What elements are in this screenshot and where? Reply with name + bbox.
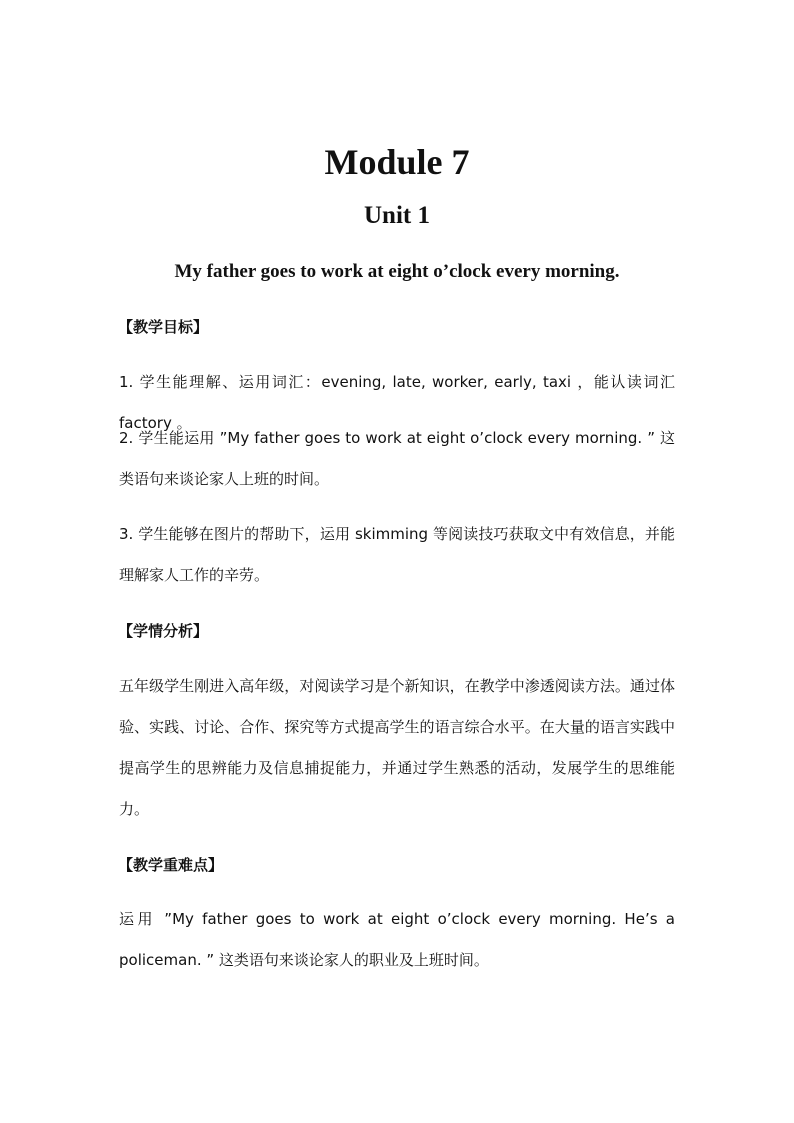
learner-analysis-paragraph: 五年级学生刚进入高年级，对阅读学习是个新知识，在教学中渗透阅读方法。通过体验、实践、讨论、合作、探究等方式提高学生的语言综合水平。在大量的语言实践中提高学生的思辨能力及信息捕捉能力，并通过学生熟悉的活动，发展学生的思维能力。: [119, 677, 675, 818]
key-sentence-title: My father goes to work at eight o’clock every morning.: [174, 261, 620, 282]
page-title: Module 7: [324, 142, 470, 182]
objective-item-2: 2. 学生能运用 ”My father goes to work at eight o’clock every morning. ” 这类语句来谈论家人上班的时间。: [119, 429, 675, 488]
objective-item-3: 3. 学生能够在图片的帮助下，运用 skimming 等阅读技巧获取文中有效信息，并能理解家人工作的辛劳。: [119, 525, 675, 584]
objective-item-1: 1. 学生能理解、运用词汇：evening, late, worker, early, taxi ，能认读词汇 factory 。: [119, 373, 675, 432]
unit-title: Unit 1: [364, 202, 430, 229]
section-heading-key-difficulties: 【教学重难点】: [118, 856, 224, 874]
section-heading-learner-analysis: 【学情分析】: [118, 622, 209, 640]
section-heading-teaching-objectives: 【教学目标】: [118, 318, 209, 336]
key-difficulties-paragraph: 运用 ”My father goes to work at eight o’clock every morning. He’s a policeman. ” 这类语句来谈论家人的职业及上班时间。: [119, 910, 675, 969]
